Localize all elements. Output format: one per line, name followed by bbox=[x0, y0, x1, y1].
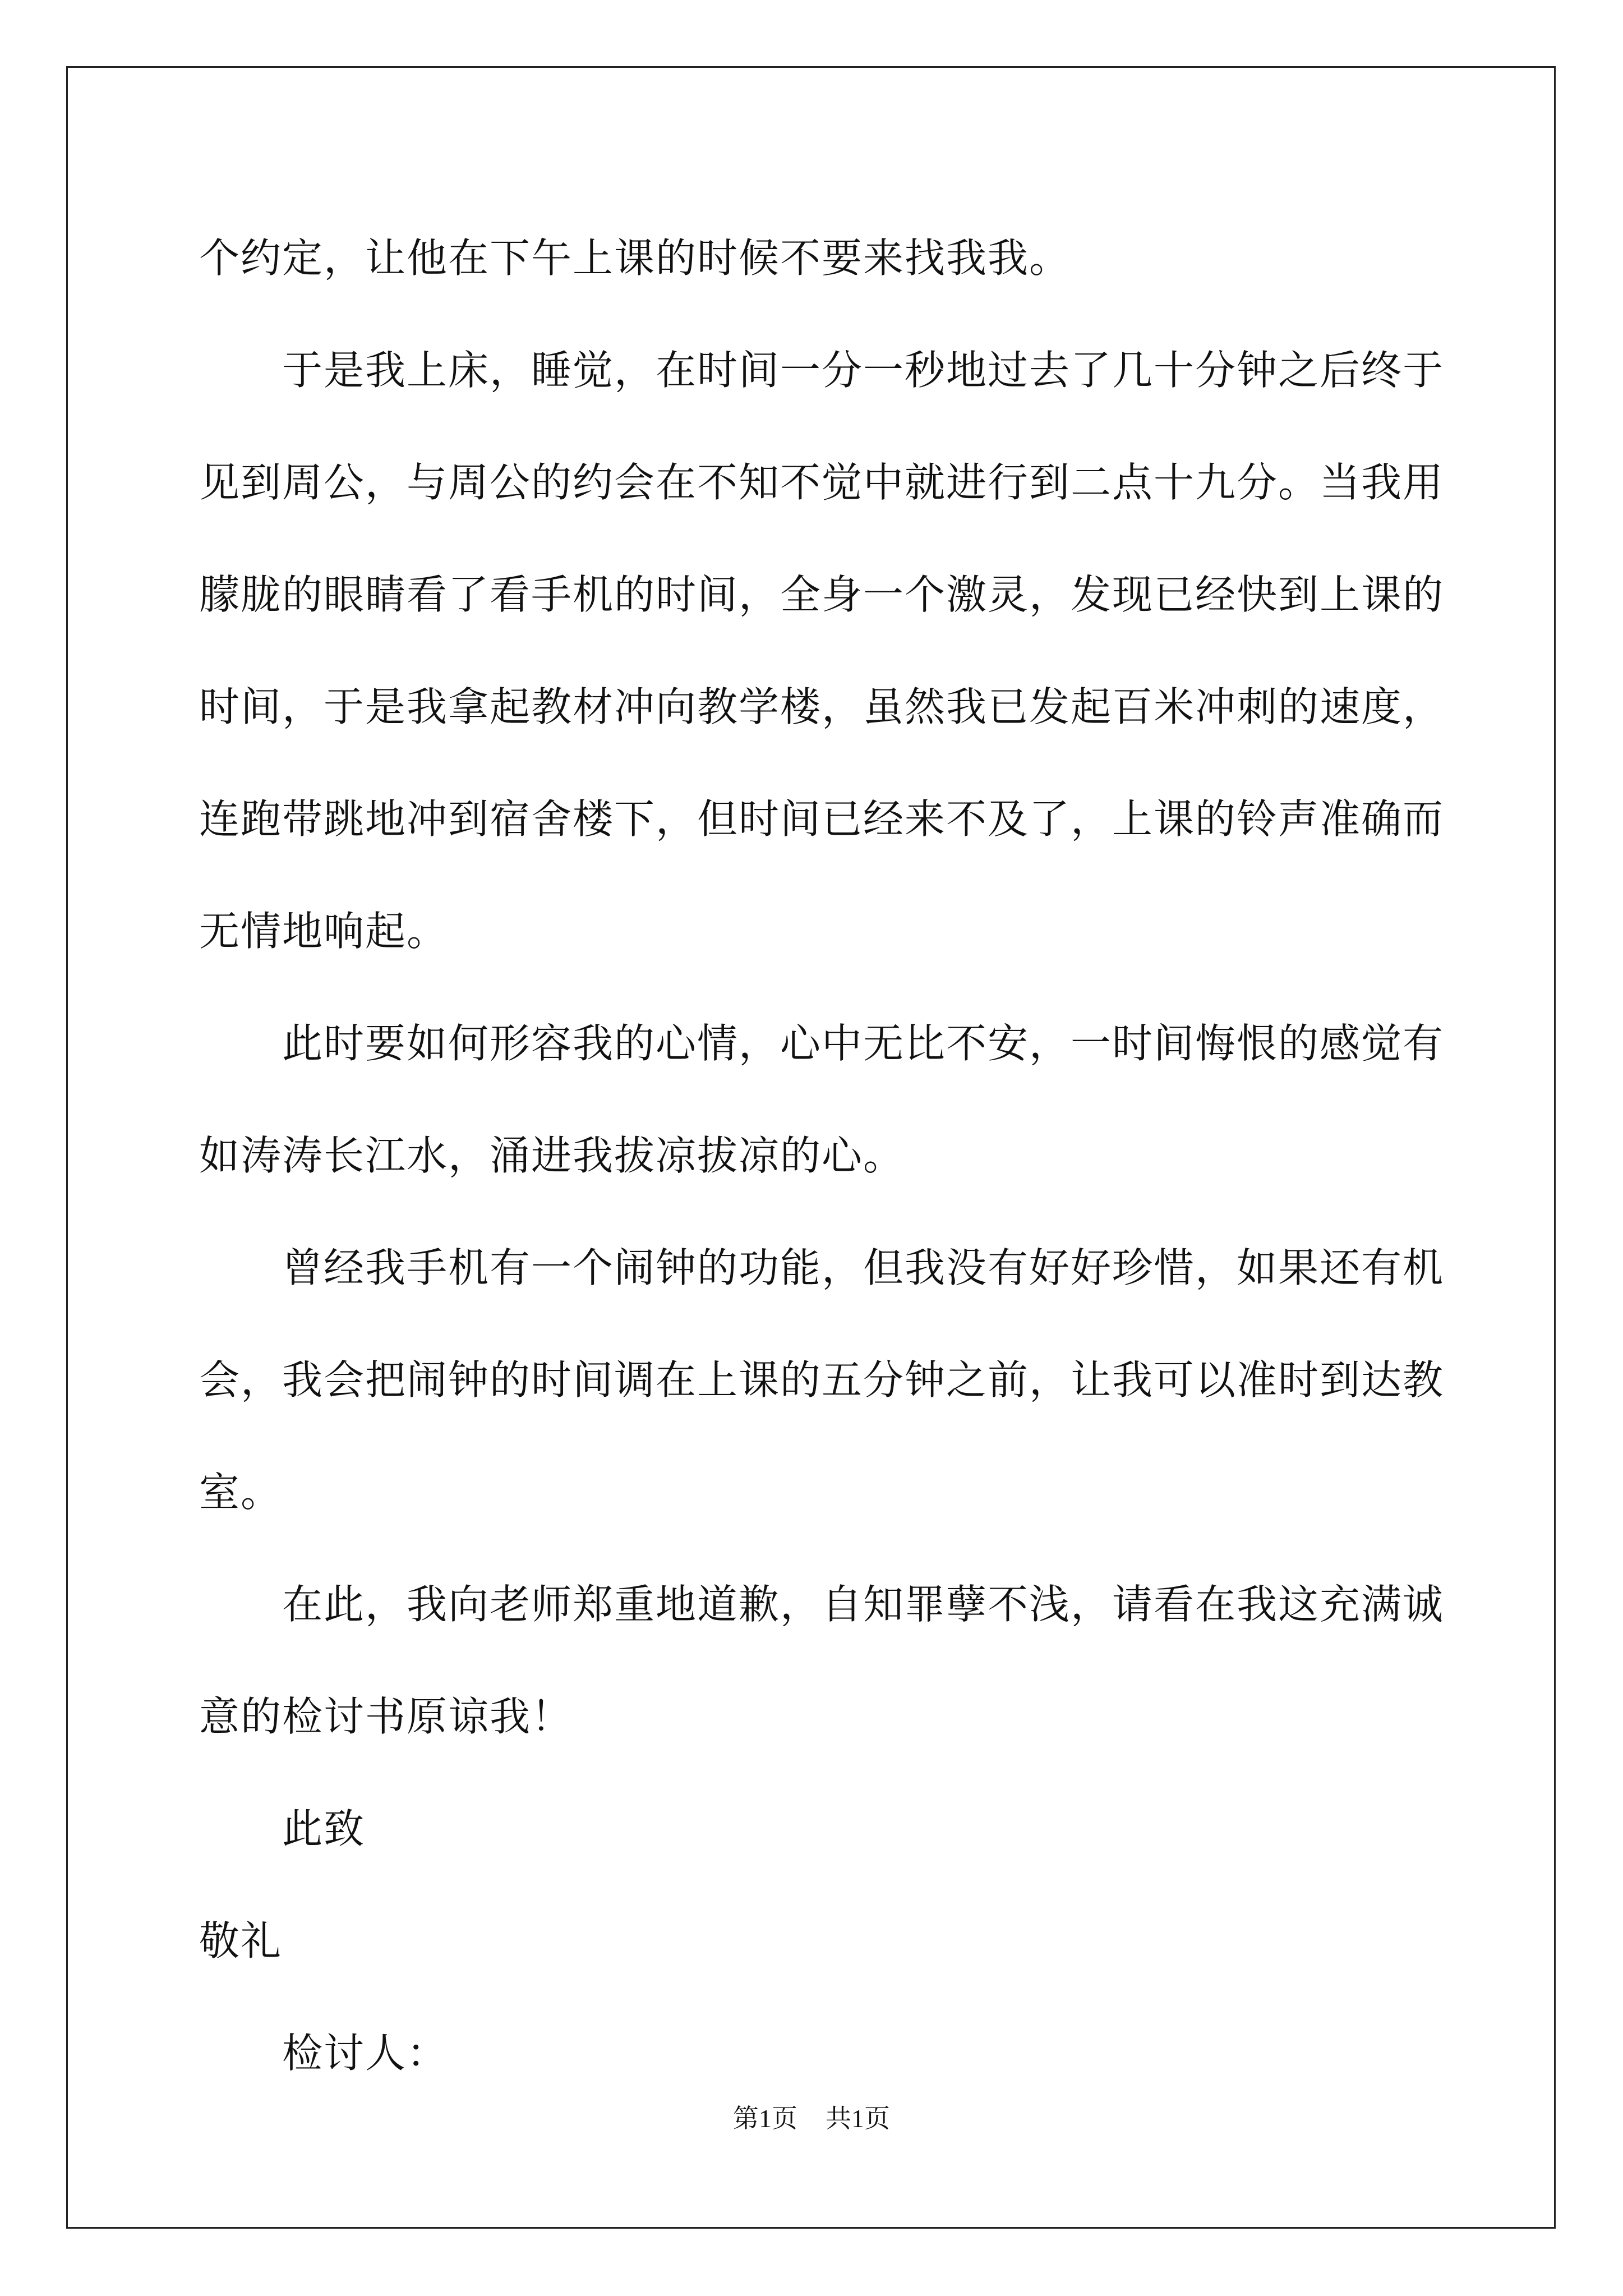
text-line: 见到周公，与周公的约会在不知不觉中就进行到二点十九分。当我用 bbox=[199, 459, 1445, 506]
text-line: 连跑带跳地冲到宿舍楼下，但时间已经来不及了，上课的铃声准确而 bbox=[199, 795, 1445, 843]
text-line: 无情地响起。 bbox=[199, 908, 449, 955]
text-line: 个约定，让他在下午上课的时候不要来找我我。 bbox=[199, 234, 1071, 282]
closing-regards: 敬礼 bbox=[199, 1917, 283, 1964]
text-line: 室。 bbox=[199, 1469, 283, 1516]
closing-salutation: 此致 bbox=[282, 1805, 366, 1852]
text-line: 此时要如何形容我的心情，心中无比不安，一时间悔恨的感觉有 bbox=[282, 1020, 1445, 1067]
page-number-current: 第1页 bbox=[733, 2104, 797, 2133]
signature-label: 检讨人： bbox=[282, 2030, 449, 2077]
page-footer bbox=[0, 2098, 1623, 2135]
text-line: 意的检讨书原谅我！ bbox=[199, 1693, 573, 1740]
text-line: 于是我上床，睡觉，在时间一分一秒地过去了几十分钟之后终于 bbox=[282, 347, 1445, 394]
text-line: 曾经我手机有一个闹钟的功能，但我没有好好珍惜，如果还有机 bbox=[282, 1244, 1445, 1291]
text-line: 朦胧的眼睛看了看手机的时间，全身一个激灵，发现已经快到上课的 bbox=[199, 571, 1445, 618]
text-line: 在此，我向老师郑重地道歉，自知罪孽不浅，请看在我这充满诚 bbox=[282, 1581, 1445, 1628]
document-body bbox=[199, 202, 1445, 2109]
text-line: 如涛涛长江水，涌进我拔凉拔凉的心。 bbox=[199, 1132, 905, 1179]
text-line: 时间，于是我拿起教材冲向教学楼，虽然我已发起百米冲刺的速度， bbox=[199, 683, 1445, 730]
text-line: 会，我会把闹钟的时间调在上课的五分钟之前，让我可以准时到达教 bbox=[199, 1356, 1445, 1404]
page-number-total: 共1页 bbox=[826, 2104, 890, 2133]
